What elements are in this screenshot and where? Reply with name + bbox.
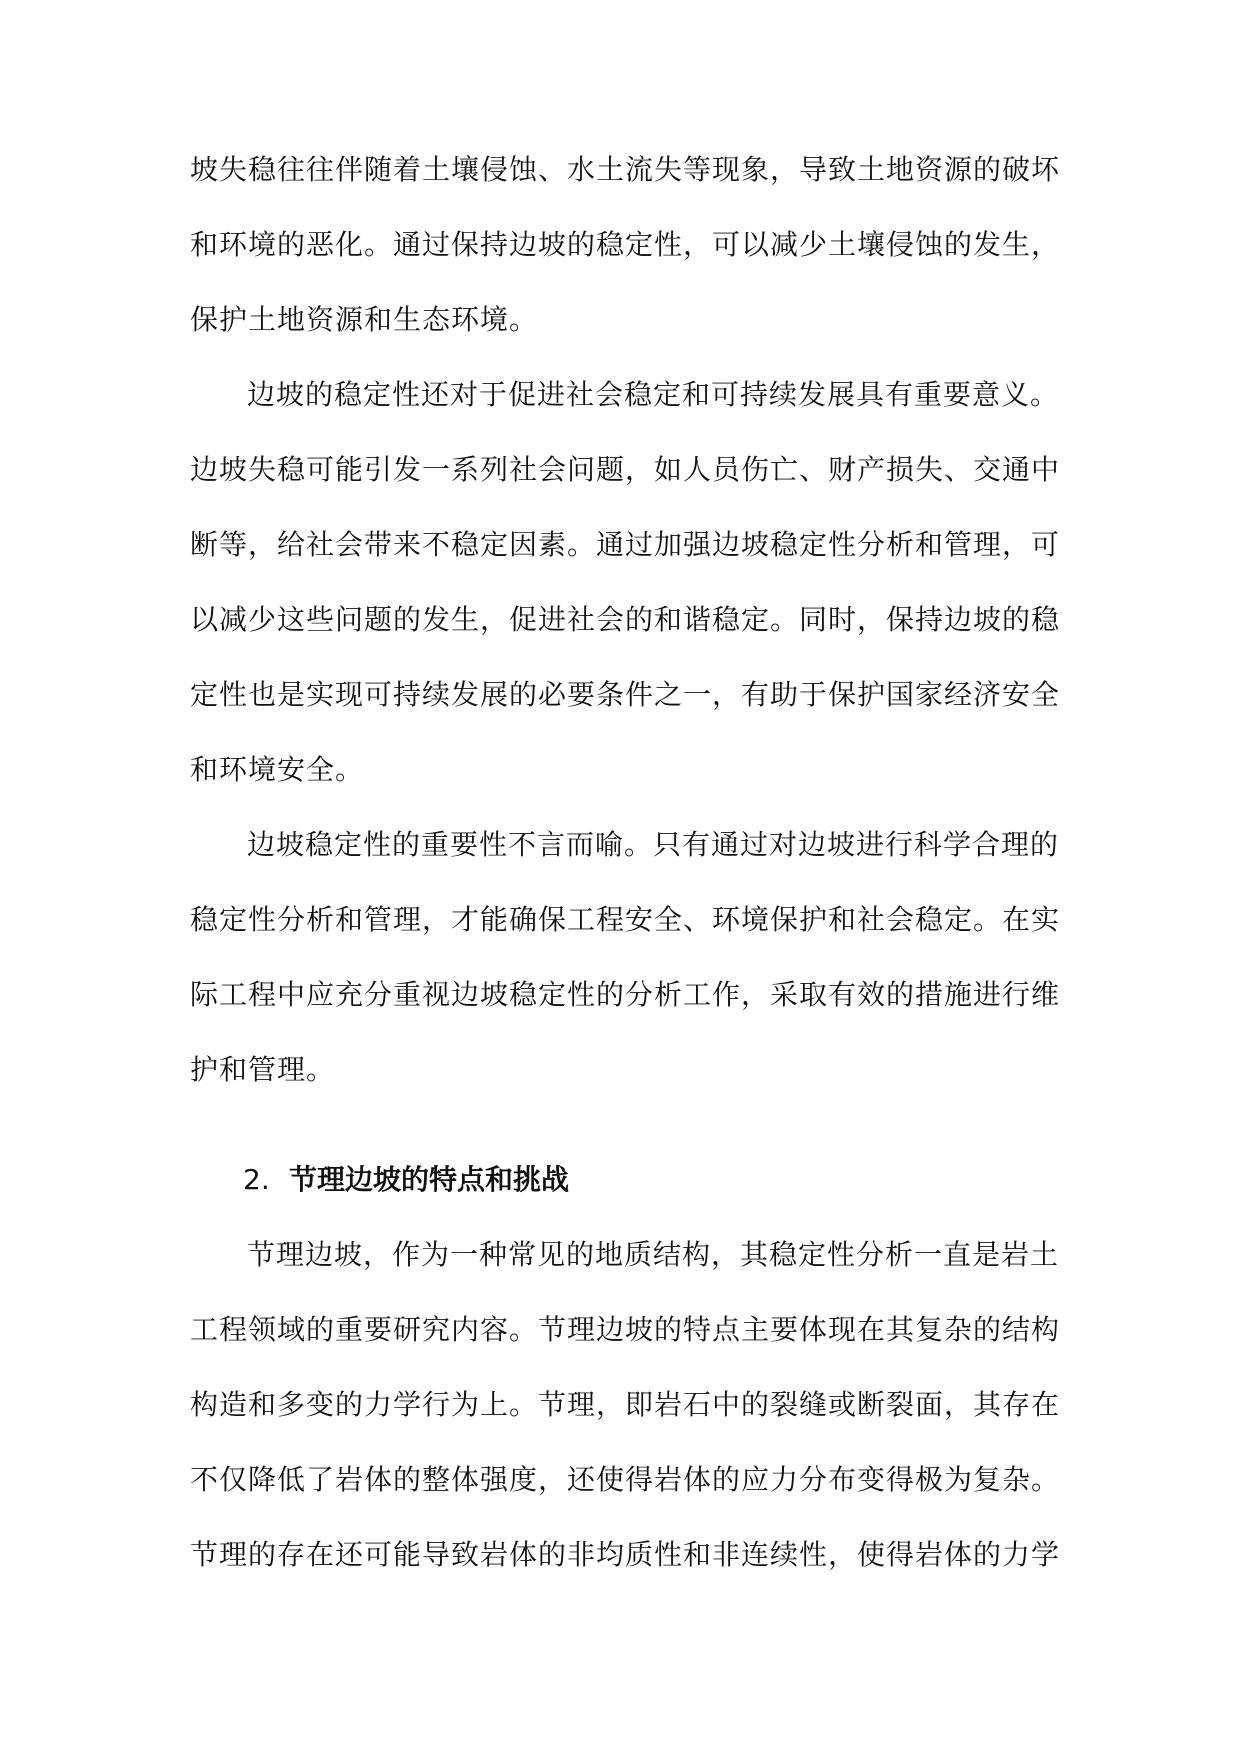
paragraph-line: 工程领域的重要研究内容。节理边坡的特点主要体现在其复杂的结构: [190, 1313, 1061, 1346]
section-heading: [243, 1162, 569, 1198]
paragraph-line: 节理的存在还可能导致岩体的非均质性和非连续性，使得岩体的力学: [190, 1538, 1061, 1571]
paragraph-line: 不仅降低了岩体的整体强度，还使得岩体的应力分布变得极为复杂。: [190, 1463, 1061, 1496]
paragraph-line: 保护土地资源和生态环境。: [190, 303, 539, 336]
paragraph-line: 际工程中应充分重视边坡稳定性的分析工作，采取有效的措施进行维: [190, 978, 1061, 1011]
paragraph-line: 和环境的恶化。通过保持边坡的稳定性，可以减少土壤侵蚀的发生，: [190, 228, 1061, 261]
paragraph-line: 节理边坡，作为一种常见的地质结构，其稳定性分析一直是岩土: [247, 1238, 1060, 1271]
section-number: 2.: [243, 1163, 270, 1196]
paragraph-line: 稳定性分析和管理，才能确保工程安全、环境保护和社会稳定。在实: [190, 903, 1061, 936]
paragraph-line: 边坡稳定性的重要性不言而喻。只有通过对边坡进行科学合理的: [247, 828, 1060, 861]
paragraph-line: 和环境安全。: [190, 753, 365, 786]
paragraph-line: 边坡的稳定性还对于促进社会稳定和可持续发展具有重要意义。: [247, 378, 1060, 411]
paragraph-line: 以减少这些问题的发生，促进社会的和谐稳定。同时，保持边坡的稳: [190, 603, 1061, 636]
paragraph-line: 定性也是实现可持续发展的必要条件之一，有助于保护国家经济安全: [190, 678, 1061, 711]
paragraph-line: 构造和多变的力学行为上。节理，即岩石中的裂缝或断裂面，其存在: [190, 1388, 1061, 1421]
paragraph-line: 边坡失稳可能引发一系列社会问题，如人员伤亡、财产损失、交通中: [190, 453, 1061, 486]
paragraph-line: 坡失稳往往伴随着土壤侵蚀、水土流失等现象，导致土地资源的破坏: [190, 153, 1061, 186]
section-title: 节理边坡的特点和挑战: [289, 1163, 570, 1196]
paragraph-line: 护和管理。: [190, 1053, 336, 1086]
paragraph-line: 断等，给社会带来不稳定因素。通过加强边坡稳定性分析和管理，可: [190, 528, 1061, 561]
